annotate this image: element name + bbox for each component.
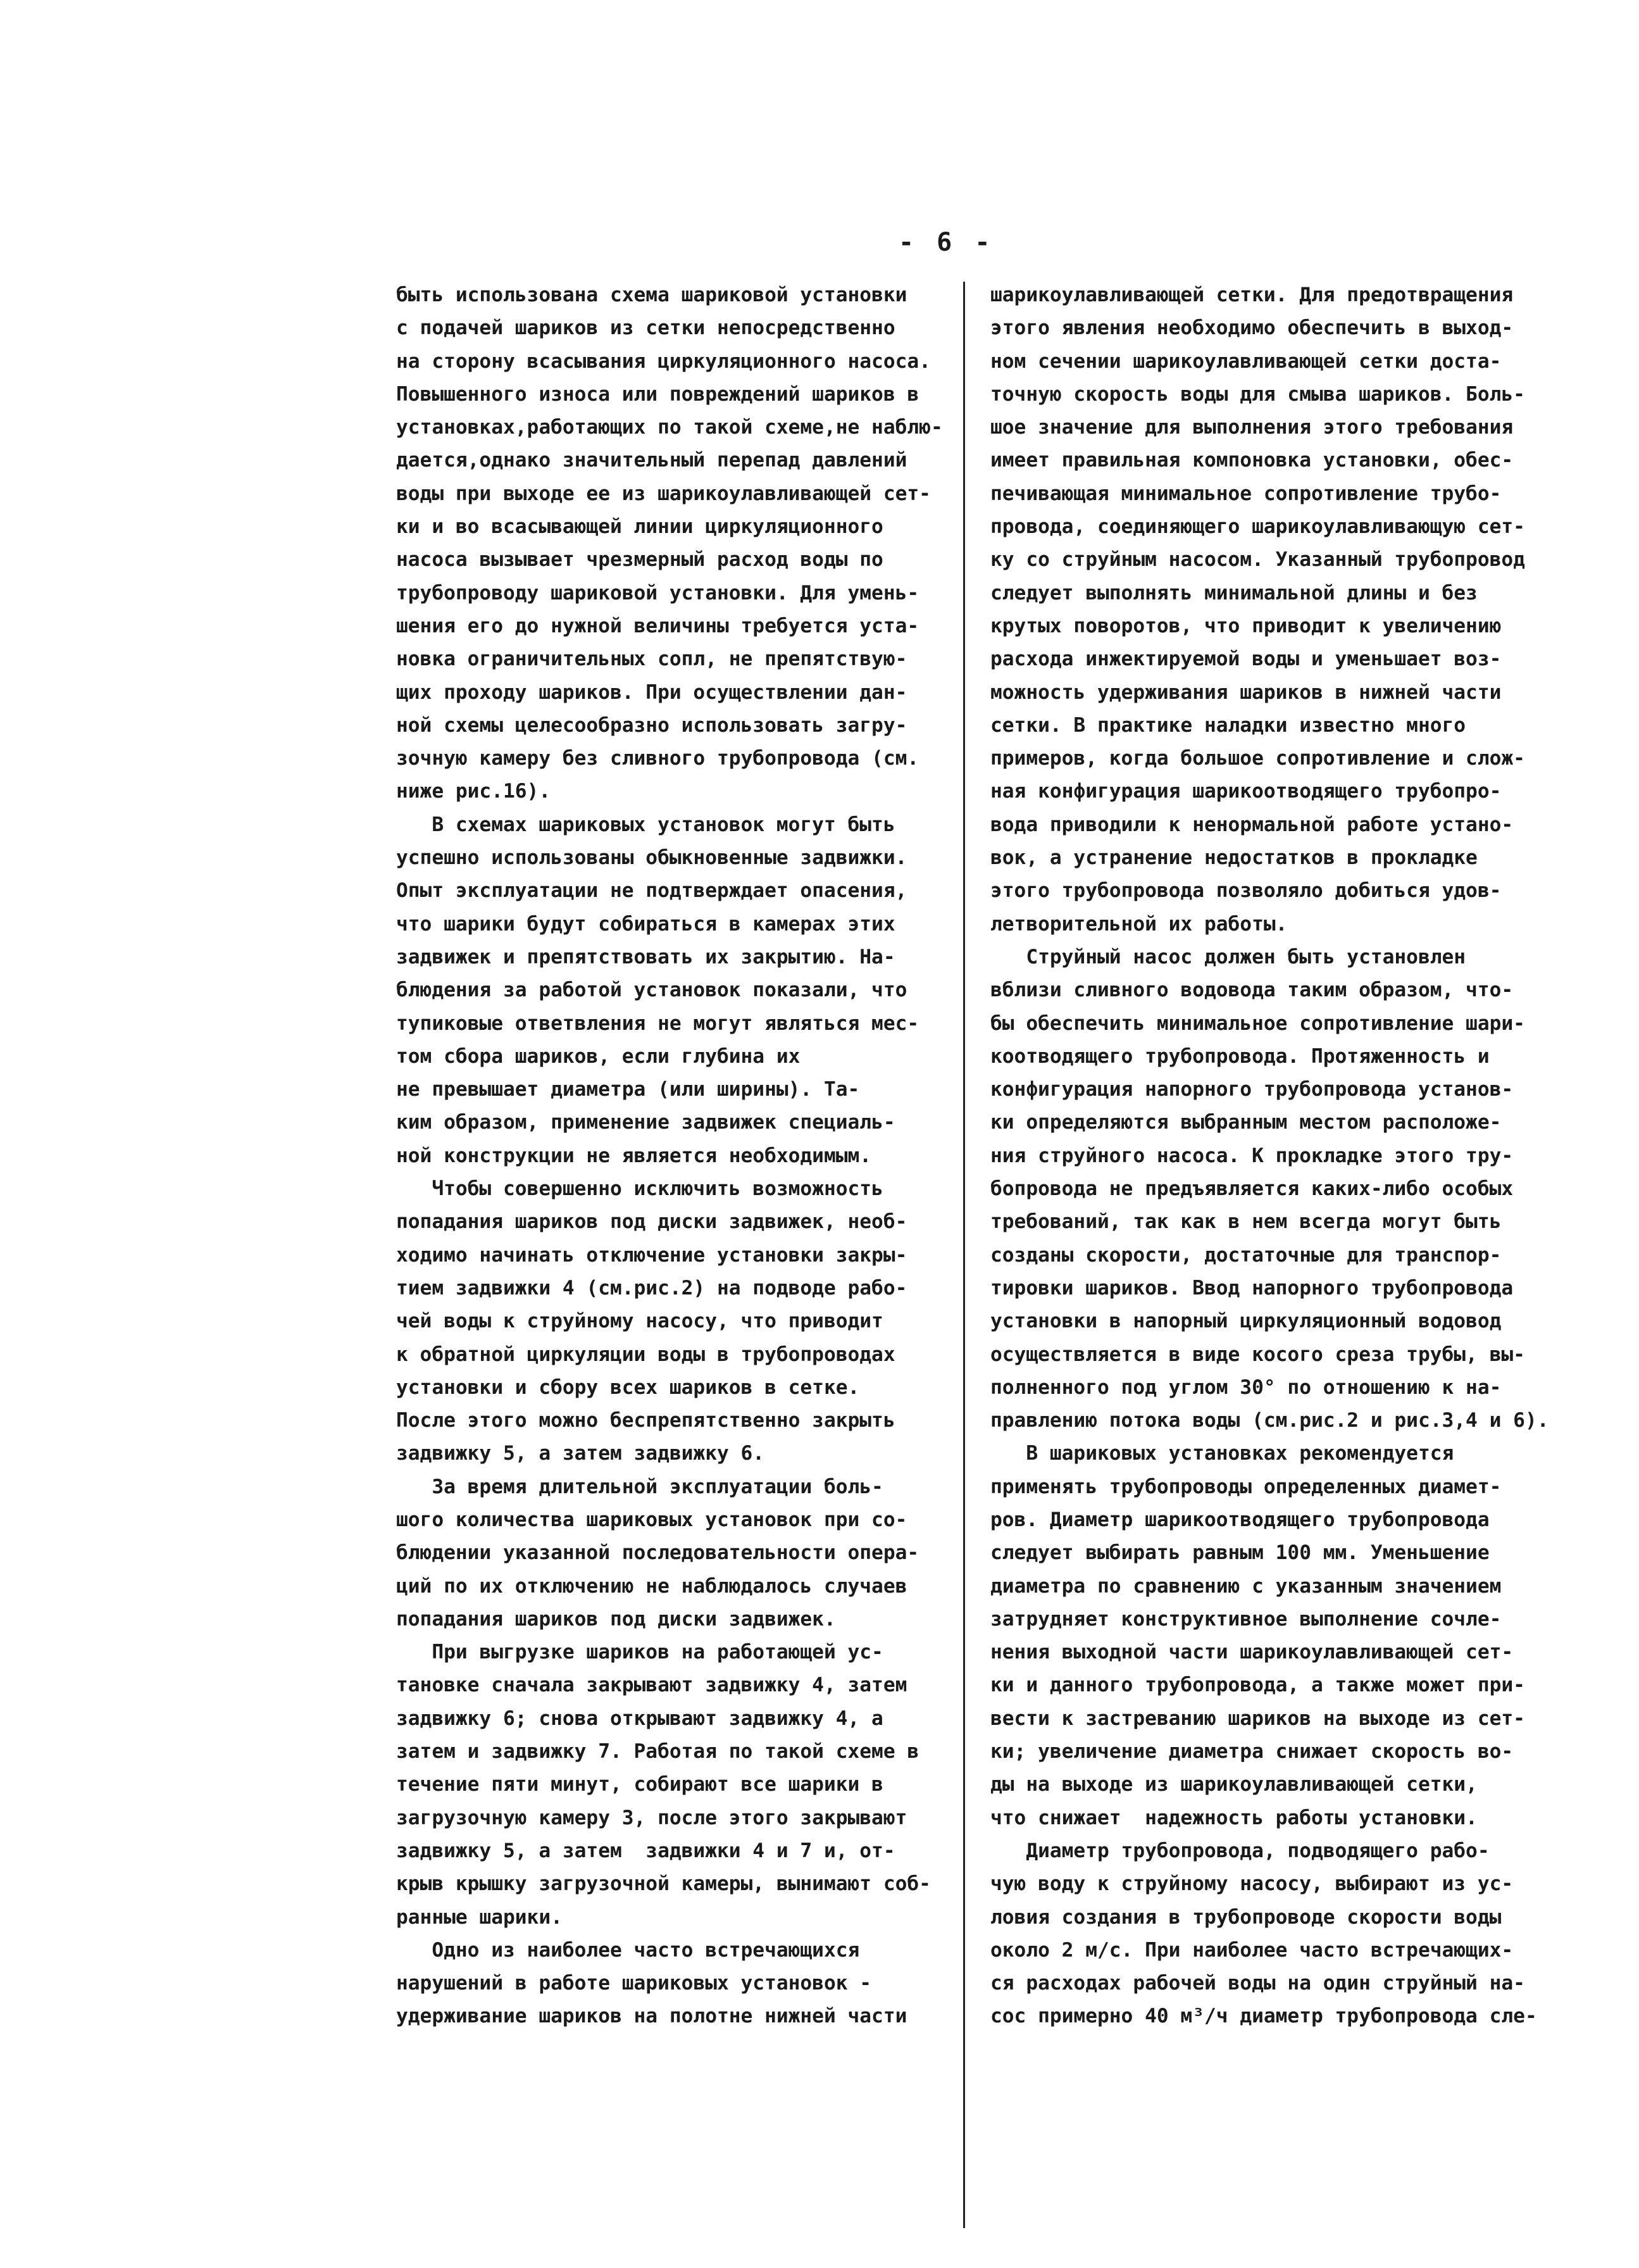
text-line: щих проходу шариков. При осуществлении дан- <box>396 680 907 704</box>
text-line: точную скорость воды для смыва шариков. Боль- <box>990 382 1525 406</box>
text-line: имеет правильная компоновка установки, обес- <box>990 449 1514 472</box>
text-line: ку со струйным насосом. Указанный трубопровод <box>990 548 1525 572</box>
text-line: провода, соединяющего шарикоулавливающую сет- <box>990 515 1525 539</box>
text-line: что шарики будут собираться в камерах этих <box>396 912 895 936</box>
text-line: на сторону всасывания циркуляционного насоса. <box>396 349 931 373</box>
text-line: Опыт эксплуатации не подтверждает опасения, <box>396 879 907 903</box>
text-line: задвижек и препятствовать их закрытию. На- <box>396 945 895 968</box>
text-line: ся расходах рабочей воды на один струйный на- <box>990 1972 1525 1995</box>
text-line: том сбора шариков, если глубина их <box>396 1044 801 1068</box>
text-line: можность удерживания шариков в нижней части <box>990 680 1502 704</box>
text-line: ды на выходе из шарикоулавливающей сетки, <box>990 1773 1478 1796</box>
text-line: вок, а устранение недостатков в прокладке <box>990 846 1478 870</box>
text-line: ной схемы целесообразно использовать загру- <box>396 713 907 737</box>
text-line: шарикоулавливающей сетки. Для предотвращения <box>990 284 1514 306</box>
text-line: ловия создания в трубопроводе скорости воды <box>990 1905 1502 1929</box>
text-line: бопровода не предъявляется каких-либо особых <box>990 1177 1514 1201</box>
text-line: требований, так как в нем всегда могут быть <box>990 1210 1502 1234</box>
text-line: течение пяти минут, собирают все шарики в <box>396 1773 883 1796</box>
text-line: нения выходной части шарикоулавливающей сет- <box>990 1641 1514 1664</box>
text-line: Одно из наиболее часто встречающихся <box>396 1938 860 1962</box>
text-line: загрузочную камеру 3, после этого закрывают <box>396 1806 907 1829</box>
text-line: бы обеспечить минимальное сопротивление шари- <box>990 1012 1525 1035</box>
text-line: ходимо начинать отключение установки закры- <box>396 1243 907 1267</box>
text-line: не превышает диаметра (или ширины). Та- <box>396 1078 860 1101</box>
text-line: этого трубопровода позволяло добиться удов- <box>990 879 1502 903</box>
text-line: установки и сбору всех шариков в сетке. <box>396 1375 860 1399</box>
text-line: правлению потока воды (см.рис.2 и рис.3,4 и 6). <box>990 1409 1549 1432</box>
page-number: - 6 - <box>899 228 994 257</box>
text-line: примеров, когда большое сопротивление и слож- <box>990 747 1525 770</box>
text-line: затрудняет конструктивное выполнение сочле- <box>990 1607 1502 1631</box>
text-line: успешно использованы обыкновенные задвижки. <box>396 846 907 870</box>
text-line: попадания шариков под диски задвижек. <box>396 1607 836 1631</box>
text-line: тановке сначала закрывают задвижку 4, затем <box>396 1674 907 1697</box>
text-line: коотводящего трубопровода. Протяженность и <box>990 1044 1490 1068</box>
text-line: около 2 м/с. При наиболее часто встречающих- <box>990 1938 1514 1962</box>
text-line: ная конфигурация шарикоотводящего трубопро- <box>990 780 1502 803</box>
text-line: осуществляется в виде косого среза трубы, вы- <box>990 1343 1525 1366</box>
text-line: шения его до нужной величины требуется уста- <box>396 614 919 637</box>
text-line: При выгрузке шариков на работающей ус- <box>396 1641 883 1664</box>
text-line: Струйный насос должен быть установлен <box>990 945 1466 968</box>
text-line: полненного под углом 30° по отношению к на- <box>990 1375 1502 1399</box>
text-line: к обратной циркуляции воды в трубопроводах <box>396 1343 895 1366</box>
right-text-column <box>990 279 1595 2033</box>
text-line: диаметра по сравнению с указанным значением <box>990 1574 1502 1598</box>
text-line: конфигурация напорного трубопровода установ- <box>990 1078 1514 1101</box>
text-line: вода приводили к ненормальной работе устано- <box>990 813 1514 836</box>
text-line: созданы скорости, достаточные для транспор- <box>990 1243 1502 1267</box>
text-line: чую воду к струйному насосу, выбирают из ус- <box>990 1872 1514 1896</box>
text-line: Повышенного износа или повреждений шариков в <box>396 382 919 406</box>
text-line: ки и данного трубопровода, а также может при- <box>990 1674 1525 1697</box>
text-line: следует выполнять минимальной длины и без <box>990 581 1478 605</box>
text-line: ций по их отключению не наблюдалось случаев <box>396 1574 907 1598</box>
text-line: ранные шарики. <box>396 1905 563 1929</box>
text-line: шого количества шариковых установок при со- <box>396 1508 907 1531</box>
text-line: насоса вызывает чрезмерный расход воды по <box>396 548 883 572</box>
text-line: ки и во всасывающей линии циркуляционного <box>396 515 883 539</box>
text-line: ной конструкции не является необходимым. <box>396 1144 872 1167</box>
text-line: установках,работающих по такой схеме,не наблю- <box>396 416 943 439</box>
left-text-column <box>396 279 959 2033</box>
text-line: что снижает надежность работы установки. <box>990 1806 1478 1829</box>
text-line: блюдения за работой установок показали, что <box>396 979 907 1002</box>
text-line: быть использована схема шариковой установки <box>396 284 907 306</box>
text-line: чей воды к струйному насосу, что приводит <box>396 1310 883 1333</box>
text-line: задвижку 6; снова открывают задвижку 4, а <box>396 1707 883 1730</box>
text-line: применять трубопроводы определенных диамет- <box>990 1475 1502 1498</box>
text-line: ном сечении шарикоулавливающей сетки доста- <box>990 349 1502 373</box>
text-line: установки в напорный циркуляционный водовод <box>990 1310 1502 1333</box>
text-line: новка ограничительных сопл, не препятствую- <box>396 648 907 671</box>
text-line: дается,однако значительный перепад давлений <box>396 449 907 472</box>
text-line: тировки шариков. Ввод напорного трубопровода <box>990 1276 1514 1300</box>
text-line: ким образом, применение задвижек специаль- <box>396 1111 895 1134</box>
column-divider <box>963 282 965 2228</box>
text-line: печивающая минимальное сопротивление трубо- <box>990 482 1502 505</box>
text-line: вблизи сливного водовода таким образом, что- <box>990 979 1514 1002</box>
text-line: с подачей шариков из сетки непосредственно <box>396 316 895 340</box>
text-line: тупиковые ответвления не могут являться мес- <box>396 1012 919 1035</box>
text-line: удерживание шариков на полотне нижней части <box>396 2005 907 2028</box>
text-line: трубопроводу шариковой установки. Для умень- <box>396 581 919 605</box>
text-line: затем и задвижку 7. Работая по такой схеме в <box>396 1740 919 1764</box>
text-line: этого явления необходимо обеспечить в выход- <box>990 316 1514 340</box>
text-line: Чтобы совершенно исключить возможность <box>396 1177 883 1201</box>
text-line: ния струйного насоса. К прокладке этого тру- <box>990 1144 1514 1167</box>
text-line: ки определяются выбранным местом расположе- <box>990 1111 1502 1134</box>
text-line: ки; увеличение диаметра снижает скорость во- <box>990 1740 1514 1764</box>
text-line: В схемах шариковых установок могут быть <box>396 813 895 836</box>
text-line: тием задвижки 4 (см.рис.2) на подводе рабо- <box>396 1276 907 1300</box>
text-line: После этого можно беспрепятственно закрыть <box>396 1409 895 1432</box>
text-line: ниже рис.16). <box>396 780 551 803</box>
text-line: ров. Диаметр шарикоотводящего трубопровода <box>990 1508 1490 1531</box>
text-line: сос примерно 40 м³/ч диаметр трубопровода сле- <box>990 2005 1537 2028</box>
text-line: задвижку 5, а затем задвижки 4 и 7 и, от- <box>396 1839 895 1862</box>
text-line: вести к застреванию шариков на выходе из сет- <box>990 1707 1525 1730</box>
text-line: сетки. В практике наладки известно много <box>990 713 1466 737</box>
text-line: воды при выходе ее из шарикоулавливающей сет- <box>396 482 931 505</box>
text-line: следует выбирать равным 100 мм. Уменьшение <box>990 1541 1490 1565</box>
text-line: нарушений в работе шариковых установок - <box>396 1972 872 1995</box>
text-line: крутых поворотов, что приводит к увеличению <box>990 614 1502 637</box>
text-line: В шариковых установках рекомендуется <box>990 1442 1454 1465</box>
text-line: летворительной их работы. <box>990 912 1288 936</box>
text-line: Диаметр трубопровода, подводящего рабо- <box>990 1839 1490 1862</box>
text-line: крыв крышку загрузочной камеры, вынимают соб- <box>396 1872 931 1896</box>
text-line: зочную камеру без сливного трубопровода (см. <box>396 747 919 770</box>
text-line: шое значение для выполнения этого требования <box>990 416 1514 439</box>
text-line: задвижку 5, а затем задвижку 6. <box>396 1442 765 1465</box>
text-line: расхода инжектируемой воды и уменьшает воз- <box>990 648 1502 671</box>
text-line: блюдении указанной последовательности опера- <box>396 1541 919 1565</box>
text-line: За время длительной эксплуатации боль- <box>396 1475 883 1498</box>
text-line: попадания шариков под диски задвижек, необ- <box>396 1210 907 1234</box>
